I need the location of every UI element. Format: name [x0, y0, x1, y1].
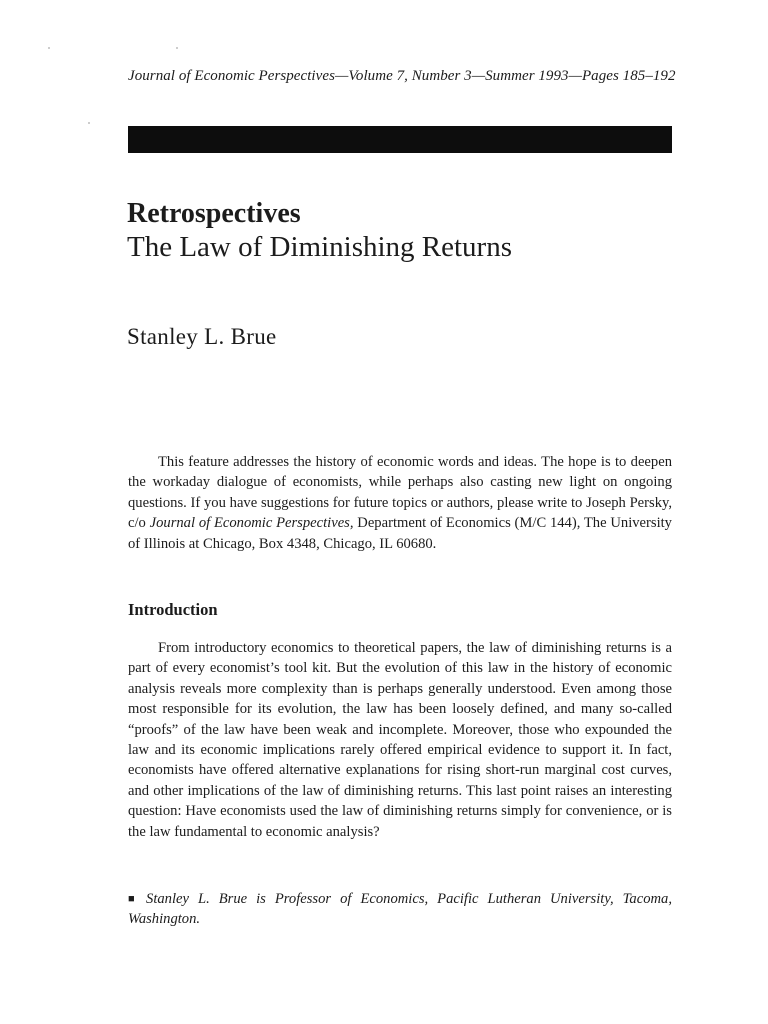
footnote-bullet-icon: ■	[128, 893, 141, 905]
body-text	[128, 638, 672, 842]
journal-name: Journal of Economic Perspectives,	[149, 515, 354, 532]
intro-text-part-2: Department of Economics (M/C 144), The University of Illinois at Chicago, Box 4348, Chicago, IL 60680.	[128, 515, 672, 552]
title-banner-bar	[128, 126, 672, 153]
scan-speck	[88, 122, 90, 124]
intro-text-part-1: This feature addresses the history of economic words and ideas. The hope is to deepen the workaday dialogue of economists, while perhaps also casting new light on ongoing questions. If you have suggestions for future topics or authors, please write to Joseph Persky, c/o	[128, 454, 672, 532]
scan-speck	[176, 47, 178, 49]
section-title: Retrospectives	[127, 198, 301, 229]
body-paragraph: From introductory economics to theoretical papers, the law of diminishing returns is a part of every economist’s tool kit. But the evolution of this law in the history of economic analysis reveals more complexity than is perhaps generally understood. Even among those most responsible for its evolution, the law has been loosely defined, and many so-called “proofs” of the law have been weak and incomplete. Moreover, those who expounded the law and its economic implications rarely offered empirical evidence to support it. In fact, economists have offered alternative explanations for rising short-run marginal cost curves, and other implications of the law of diminishing returns. This last point raises an interesting question: Have economists used the law of diminishing returns simply for convenience, or is the law fundamental to economic analysis?	[128, 640, 672, 840]
footnote-text: Stanley L. Brue is Professor of Economics, Pacific Lutheran University, Tacoma, Washington.	[128, 891, 672, 928]
scan-speck	[48, 47, 50, 49]
author-name: Stanley L. Brue	[127, 324, 277, 349]
feature-intro-paragraph	[128, 452, 672, 554]
running-head: Journal of Economic Perspectives—Volume 7, Number 3—Summer 1993—Pages 185–192	[128, 68, 676, 84]
feature-intro	[128, 452, 672, 554]
author-footnote	[128, 889, 672, 930]
article-title: The Law of Diminishing Returns	[127, 231, 513, 263]
section-heading-introduction: Introduction	[128, 600, 218, 619]
